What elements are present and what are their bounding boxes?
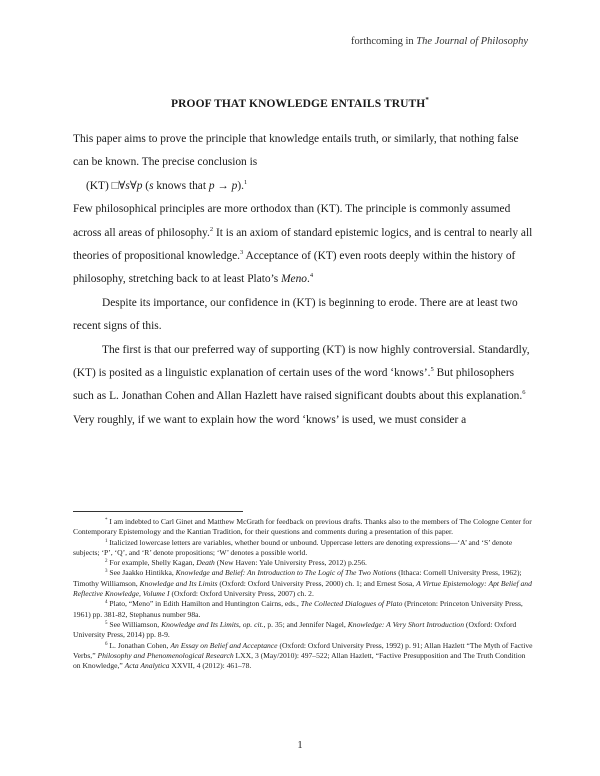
footnotes <box>73 517 533 671</box>
footnote-separator <box>73 511 243 512</box>
footnote-1: $^1$ Italicized lowercase letters are variables, whether bound or unbound. Uppercase letters are denoting expressions—‘A’ and ‘S’ denote subjects; ‘P’, ‘Q’, and ‘R’ denote propositions; ‘W’ denotes a possible world. <box>73 537 513 557</box>
journal-name: The Journal of Philosophy <box>416 36 528 47</box>
paragraph-1: This paper aims to prove the principle that knowledge entails truth, or similarly, that nothing false can be known. The precise conclusion is <box>73 133 519 169</box>
title-text: PROOF THAT KNOWLEDGE ENTAILS TRUTH <box>171 97 426 110</box>
paragraph-4: The first is that our preferred way of supporting (KT) is now highly controversial. Standardly, (KT) is posited as a linguistic explanation of certain uses of the word ‘knows’.$^5$ But philosophers such as L. Jonathan Cohen and Allan Hazlett have raised significant doubts about this explanation.$^6$ Very roughly, if we want to explain how the word ‘knows’ is used, we must consider a <box>73 343 530 426</box>
paper-title <box>0 96 600 110</box>
paragraph-3: Despite its importance, our confidence in (KT) is beginning to erode. There are at least two recent signs of this. <box>73 296 518 333</box>
footnote-5: $^5$ See Williamson, Knowledge and Its Limits, op. cit., p. 35; and Jennifer Nagel, Knowledge: A Very Short Introduction (Oxford: Oxford University Press, 2014) pp. 8-9. <box>73 619 517 640</box>
footnote-ref-2[interactable]: 2 <box>209 225 214 233</box>
running-header <box>351 36 528 47</box>
kt-formula: (KT) □∀s∀p (s knows that p → p).$^1$ <box>86 178 248 192</box>
footnote-ref-4[interactable]: 4 <box>309 272 314 280</box>
paragraph-2: Few philosophical principles are more orthodox than (KT). The principle is commonly assumed across all areas of philosophy.$^2$ It is an axiom of standard epistemic logics, and is central to nearly all theories of propositional knowledge.$^3$ Acceptance of (KT) even roots deeply within the history of philosophy, stretching back to at least Plato’s Meno.$^4$ <box>73 203 533 286</box>
footnote-ref-3[interactable]: 3 <box>240 249 244 257</box>
footnote-ref-5[interactable]: 5 <box>430 366 434 374</box>
page-number: 1 <box>297 740 303 751</box>
footnote-6: $^6$ L. Jonathan Cohen, An Essay on Belief and Acceptance (Oxford: Oxford University Press, 1992) p. 91; Allan Hazlett “The Myth of Factive Verbs,” Philosophy and Phenomenological Research LXX, 3 (May/2010): 497–522; Allan Hazlett, “Factive Presupposition and The Truth Condition on Knowledge,” Acta Analytica XXVII, 4 (2012): 461–78. <box>73 640 533 671</box>
footnote-star: * I am indebted to Carl Ginet and Matthew McGrath for feedback on previous drafts. Thanks also to the members of The Cologne Center for Contemporary Epistemology and the Kantian Tradition, for their questions and comments during a presentation of this paper. <box>73 517 532 537</box>
footnote-ref-6[interactable]: 6 <box>522 389 526 397</box>
body-text <box>73 128 533 432</box>
header-prefix: forthcoming in <box>350 36 417 47</box>
footnote-3: $^3$ See Jaakko Hintikka, Knowledge and Belief: An Introduction to The Logic of The Two Notions (Ithaca: Cornell University Press, 1962); Timothy Williamson, Knowledge and Its Limits (Oxford: Oxford University Press, 2000) ch. 1; and Ernest Sosa, A Virtue Epistemology: Apt Belief and Reflective Knowledge, Volume I (Oxford: Oxford University Press, 2007) ch. 2. <box>73 568 532 599</box>
footnote-4: $^4$ Plato, “Meno” in Edith Hamilton and Huntington Cairns, eds., The Collected Dialogues of Plato (Princeton: Princeton University Press, 1961) pp. 381-82, Stephanus number 98a. <box>73 599 523 619</box>
title-footnote-mark: * <box>425 96 429 104</box>
footnote-ref-1[interactable]: 1 <box>244 178 248 186</box>
footnote-2: $^2$ For example, Shelly Kagan, Death (New Haven: Yale University Press, 2012) p.256. <box>105 558 367 568</box>
